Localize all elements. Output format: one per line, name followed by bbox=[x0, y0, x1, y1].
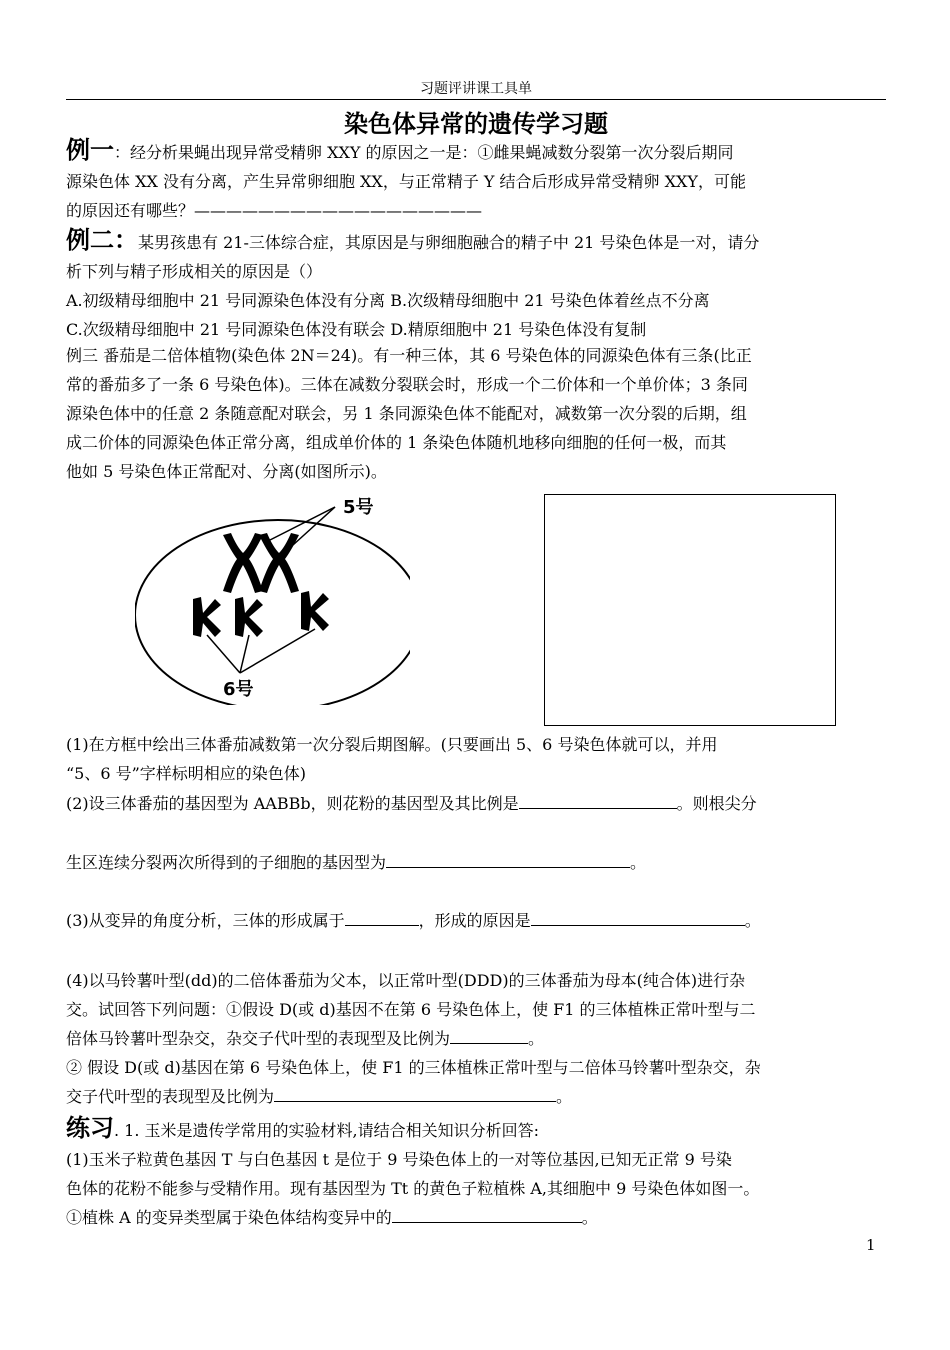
blank-phenotype-ratio-1[interactable] bbox=[450, 1025, 528, 1044]
example-1-line-3: 的原因还有哪些？—————————————————— bbox=[66, 201, 483, 220]
example-1 bbox=[66, 136, 888, 225]
example-3-line-2: 常的番茄多了一条 6 号染色体)。三体在减数分裂联会时，形成一个二价体和一个单价体；3 条同 bbox=[66, 375, 748, 394]
example-1-line-2: 源染色体 XX 没有分离，产生异常卵细胞 XX，与正常精子 Y 结合后形成异常受精卵 XXY，可能 bbox=[66, 172, 746, 191]
question-3 bbox=[66, 906, 888, 935]
question-4-text-f: 交子代叶型的表现型及比例为 bbox=[66, 1087, 275, 1106]
example-3-line-5: 他如 5 号染色体正常配对、分离(如图所示)。 bbox=[66, 462, 387, 481]
label-6: 6号 bbox=[223, 679, 254, 700]
question-1-line-1: (1)在方框中绘出三体番茄减数第一次分裂后期图解。(只要画出 5、6 号染色体就可以，并用 bbox=[66, 735, 718, 754]
practice-intro: . 1. 玉米是遗传学常用的实验材料,请结合相关知识分析回答: bbox=[114, 1121, 540, 1140]
blank-pollen-genotype[interactable] bbox=[519, 790, 677, 809]
example-3 bbox=[66, 341, 888, 486]
page-header: 习题评讲课工具单 bbox=[420, 81, 532, 97]
question-4-text-g: 。 bbox=[556, 1087, 573, 1106]
blank-structural-variation[interactable] bbox=[392, 1204, 582, 1223]
chromosome-6-c bbox=[301, 591, 329, 631]
blank-root-cell-genotype[interactable] bbox=[386, 849, 630, 868]
example-3-line-3: 源染色体中的任意 2 条随意配对联会，另 1 条同源染色体不能配对，减数第一次分裂的后期，组 bbox=[66, 404, 747, 423]
question-4-text-d: 。 bbox=[528, 1029, 545, 1048]
question-1 bbox=[66, 730, 888, 788]
drawing-answer-box[interactable] bbox=[544, 494, 836, 726]
question-2-text-c: 生区连续分裂两次所得到的子细胞的基因型为 bbox=[66, 853, 387, 872]
question-3-text-a: (3)从变异的角度分析，三体的形成属于 bbox=[66, 911, 345, 930]
blank-phenotype-ratio-2[interactable] bbox=[274, 1083, 556, 1102]
chromosome-figure bbox=[135, 495, 410, 705]
practice-label: 练习 bbox=[66, 1114, 114, 1142]
example-2-line-2: 析下列与精子形成相关的原因是（） bbox=[66, 262, 323, 281]
blank-formation-cause[interactable] bbox=[531, 907, 745, 926]
practice-line-3-end: 。 bbox=[581, 1208, 598, 1227]
chromosome-6-b bbox=[235, 597, 263, 637]
chromosome-6-a bbox=[193, 597, 221, 637]
header-rule bbox=[66, 99, 886, 100]
example-1-line-1: ：经分析果蝇出现异常受精卵 XXY 的原因之一是：①雌果蝇减数分裂第一次分裂后期同 bbox=[114, 143, 734, 162]
question-4-line-4: ② 假设 D(或 d)基因在第 6 号染色体上，使 F1 的三体植株正常叶型与二倍体马铃薯叶型杂交，杂 bbox=[66, 1058, 761, 1077]
example-2-option-ab: A.初级精母细胞中 21 号同源染色体没有分离 B.次级精母细胞中 21 号染色体着丝点不分离 bbox=[66, 291, 710, 310]
practice-line-2: 色体的花粉不能参与受精作用。现有基因型为 Tt 的黄色子粒植株 A,其细胞中 9 号染色体如图一。 bbox=[66, 1179, 760, 1198]
question-4-text-c: 倍体马铃薯叶型杂交，杂交子代叶型的表现型及比例为 bbox=[66, 1029, 451, 1048]
practice-line-1: (1)玉米子粒黄色基因 T 与白色基因 t 是位于 9 号染色体上的一对等位基因,已知无正常 9 号染 bbox=[66, 1150, 732, 1169]
example-1-label: 例一 bbox=[66, 136, 114, 164]
blank-variation-type[interactable] bbox=[345, 907, 419, 926]
question-3-text-b: ，形成的原因是 bbox=[418, 911, 531, 930]
question-2-text-b: 。则根尖分 bbox=[676, 794, 757, 813]
label-5: 5号 bbox=[343, 497, 374, 518]
practice bbox=[66, 1114, 888, 1232]
question-4 bbox=[66, 966, 888, 1111]
question-2 bbox=[66, 789, 888, 818]
question-2-text-d: 。 bbox=[630, 853, 647, 872]
example-3-line-4: 成二价体的同源染色体正常分离，组成单价体的 1 条染色体随机地移向细胞的任何一极，而其 bbox=[66, 433, 727, 452]
page-title: 染色体异常的遗传学习题 bbox=[344, 110, 608, 138]
question-4-line-1: (4)以马铃薯叶型(dd)的二倍体番茄为父本，以正常叶型(DDD)的三体番茄为母本(纯合体)进行杂 bbox=[66, 971, 746, 990]
chromosome-5-a bbox=[223, 533, 263, 593]
question-2-text-a: (2)设三体番茄的基因型为 AABBb，则花粉的基因型及其比例是 bbox=[66, 794, 519, 813]
question-1-line-2: “5、6 号”字样标明相应的染色体) bbox=[66, 764, 307, 783]
question-4-line-2: 交。试回答下列问题：①假设 D(或 d)基因不在第 6 号染色体上，使 F1 的三体植株正常叶型与二 bbox=[66, 1000, 756, 1019]
question-2-continued bbox=[66, 848, 888, 877]
chromosome-5-b bbox=[259, 533, 299, 593]
example-3-line-1: 例三 番茄是二倍体植物(染色体 2N＝24)。有一种三体，其 6 号染色体的同源染色体有三条(比正 bbox=[66, 346, 752, 365]
question-3-text-c: 。 bbox=[744, 911, 761, 930]
practice-line-3: ①植株 A 的变异类型属于染色体结构变异中的 bbox=[66, 1208, 392, 1227]
example-2-option-cd: C.次级精母细胞中 21 号同源染色体没有联会 D.精原细胞中 21 号染色体没有复制 bbox=[66, 320, 647, 339]
example-2-label: 例二： bbox=[66, 226, 138, 254]
page-number: 1 bbox=[866, 1236, 876, 1254]
example-2 bbox=[66, 226, 888, 344]
example-2-line-1: 某男孩患有 21-三体综合症，其原因是与卵细胞融合的精子中 21 号染色体是一对，请分 bbox=[138, 233, 760, 252]
